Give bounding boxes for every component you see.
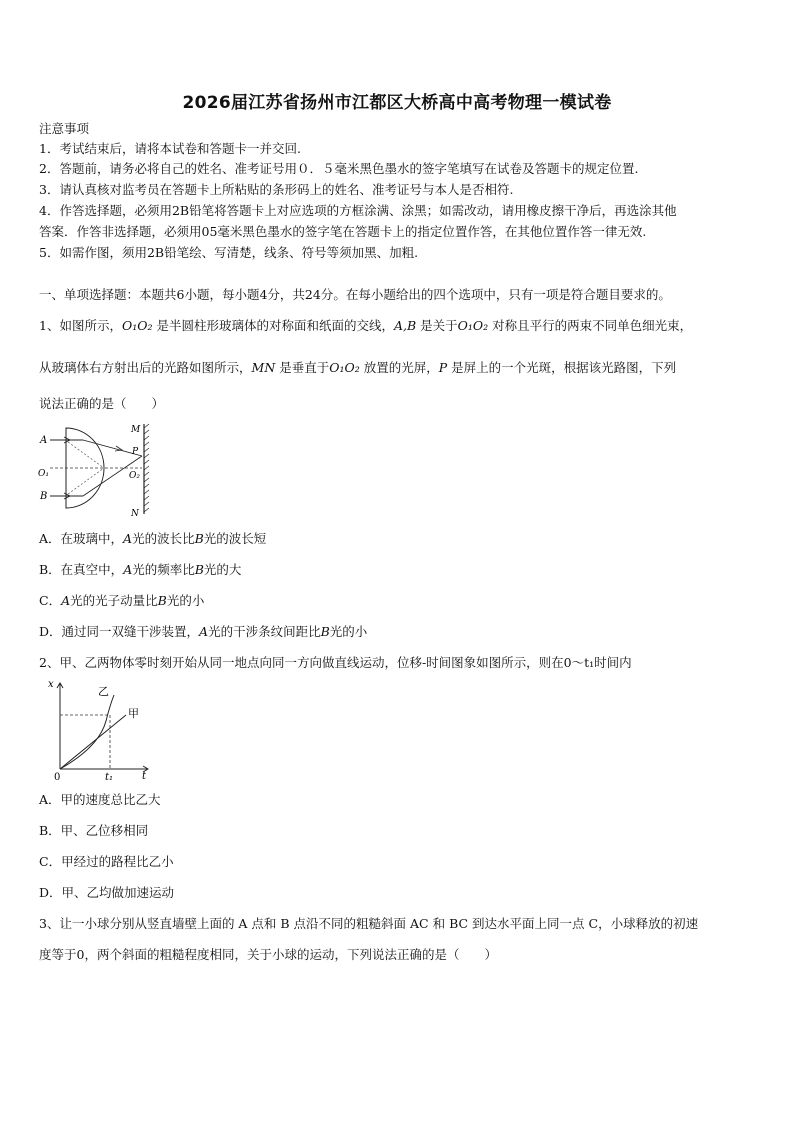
q2-option-d: D．甲、乙均做加速运动 <box>39 885 175 900</box>
q2-option-a: A．甲的速度总比乙大 <box>39 792 161 807</box>
q1-option-d: D．通过同一双缝干涉装置，A光的干涉条纹间距比B光的小 <box>39 624 368 639</box>
section-heading: 一、单项选择题：本题共6小题，每小题4分，共24分。在每小题给出的四个选项中，只有一项是符合题目要求的。 <box>39 287 671 302</box>
label-o1: O₁ <box>38 469 49 479</box>
label-n: N <box>131 509 139 519</box>
notice-item: 4．作答选择题，必须用2B铅笔将答题卡上对应选项的方框涂满、涂黑；如需改动，请用橡皮擦干净后，再选涂其他 <box>39 203 677 218</box>
page-title: 2026届江苏省扬州市江都区大桥高中高考物理一模试卷 <box>182 93 612 113</box>
notice-heading: 注意事项 <box>39 121 90 136</box>
axis-label-x: x <box>48 679 54 690</box>
label-m: M <box>131 425 141 435</box>
q2-xt-graph <box>44 677 154 781</box>
series-label-jia: 甲 <box>128 707 139 720</box>
notice-item: 答案．作答非选择题，必须用05毫米黑色墨水的签字笔在答题卡上的指定位置作答，在其他位置作答一律无效. <box>39 224 647 239</box>
q1-stem-line2: 从玻璃体右方射出后的光路如图所示，MN 是垂直于O₁O₂ 放置的光屏，P 是屏上的一个光斑，根据该光路图，下列 <box>39 360 677 375</box>
label-a: A <box>40 435 48 446</box>
q2-option-b: B．甲、乙位移相同 <box>39 823 149 838</box>
axis-origin: 0 <box>54 772 61 781</box>
series-label-yi: 乙 <box>98 685 109 698</box>
tick-label-t1: t₁ <box>105 772 114 781</box>
label-o2: O₂ <box>129 471 140 481</box>
q1-stem-line3: 说法正确的是（ ） <box>39 396 165 411</box>
notice-item: 2．答题前，请务必将自己的姓名、准考证号用０．５毫米黑色墨水的签字笔填写在试卷及答题卡的规定位置. <box>39 161 639 176</box>
notice-item: 1．考试结束后，请将本试卷和答题卡一并交回. <box>39 141 301 156</box>
series-jia-line <box>60 715 126 769</box>
notice-item: 5．如需作图，须用2B铅笔绘、写清楚，线条、符号等须加黑、加粗. <box>39 245 419 260</box>
q2-stem: 2、甲、乙两物体零时刻开始从同一地点向同一方向做直线运动，位移-时间图象如图所示，则在0～t₁时间内 <box>39 655 632 670</box>
q3-stem-line2: 度等于0，两个斜面的粗糙程度相同，关于小球的运动，下列说法正确的是（ ） <box>39 947 497 962</box>
axis-label-t: t <box>142 771 147 781</box>
notice-item: 3．请认真核对监考员在答题卡上所粘贴的条形码上的姓名、准考证号与本人是否相符. <box>39 182 514 197</box>
q1-stem-line1: 1、如图所示，O₁O₂ 是半圆柱形玻璃体的对称面和纸面的交线，A,B 是关于O₁O₂ 对称且平行的两束不同单色细光束， <box>39 318 693 333</box>
q2-option-c: C．甲经过的路程比乙小 <box>39 854 174 869</box>
q3-stem-line1: 3、让一小球分别从竖直墙壁上面的 A 点和 B 点沿不同的粗糙斜面 AC 和 BC 到达水平面上同一点 C，小球释放的初速 <box>39 916 699 931</box>
label-b: B <box>40 491 48 502</box>
q1-option-a: A．在玻璃中，A光的波长比B光的波长短 <box>39 531 267 546</box>
q1-option-c: C．A光的光子动量比B光的小 <box>39 593 205 608</box>
label-p: P <box>132 447 139 457</box>
q1-option-b: B．在真空中，A光的频率比B光的大 <box>39 562 242 577</box>
q1-optics-figure <box>38 422 156 520</box>
